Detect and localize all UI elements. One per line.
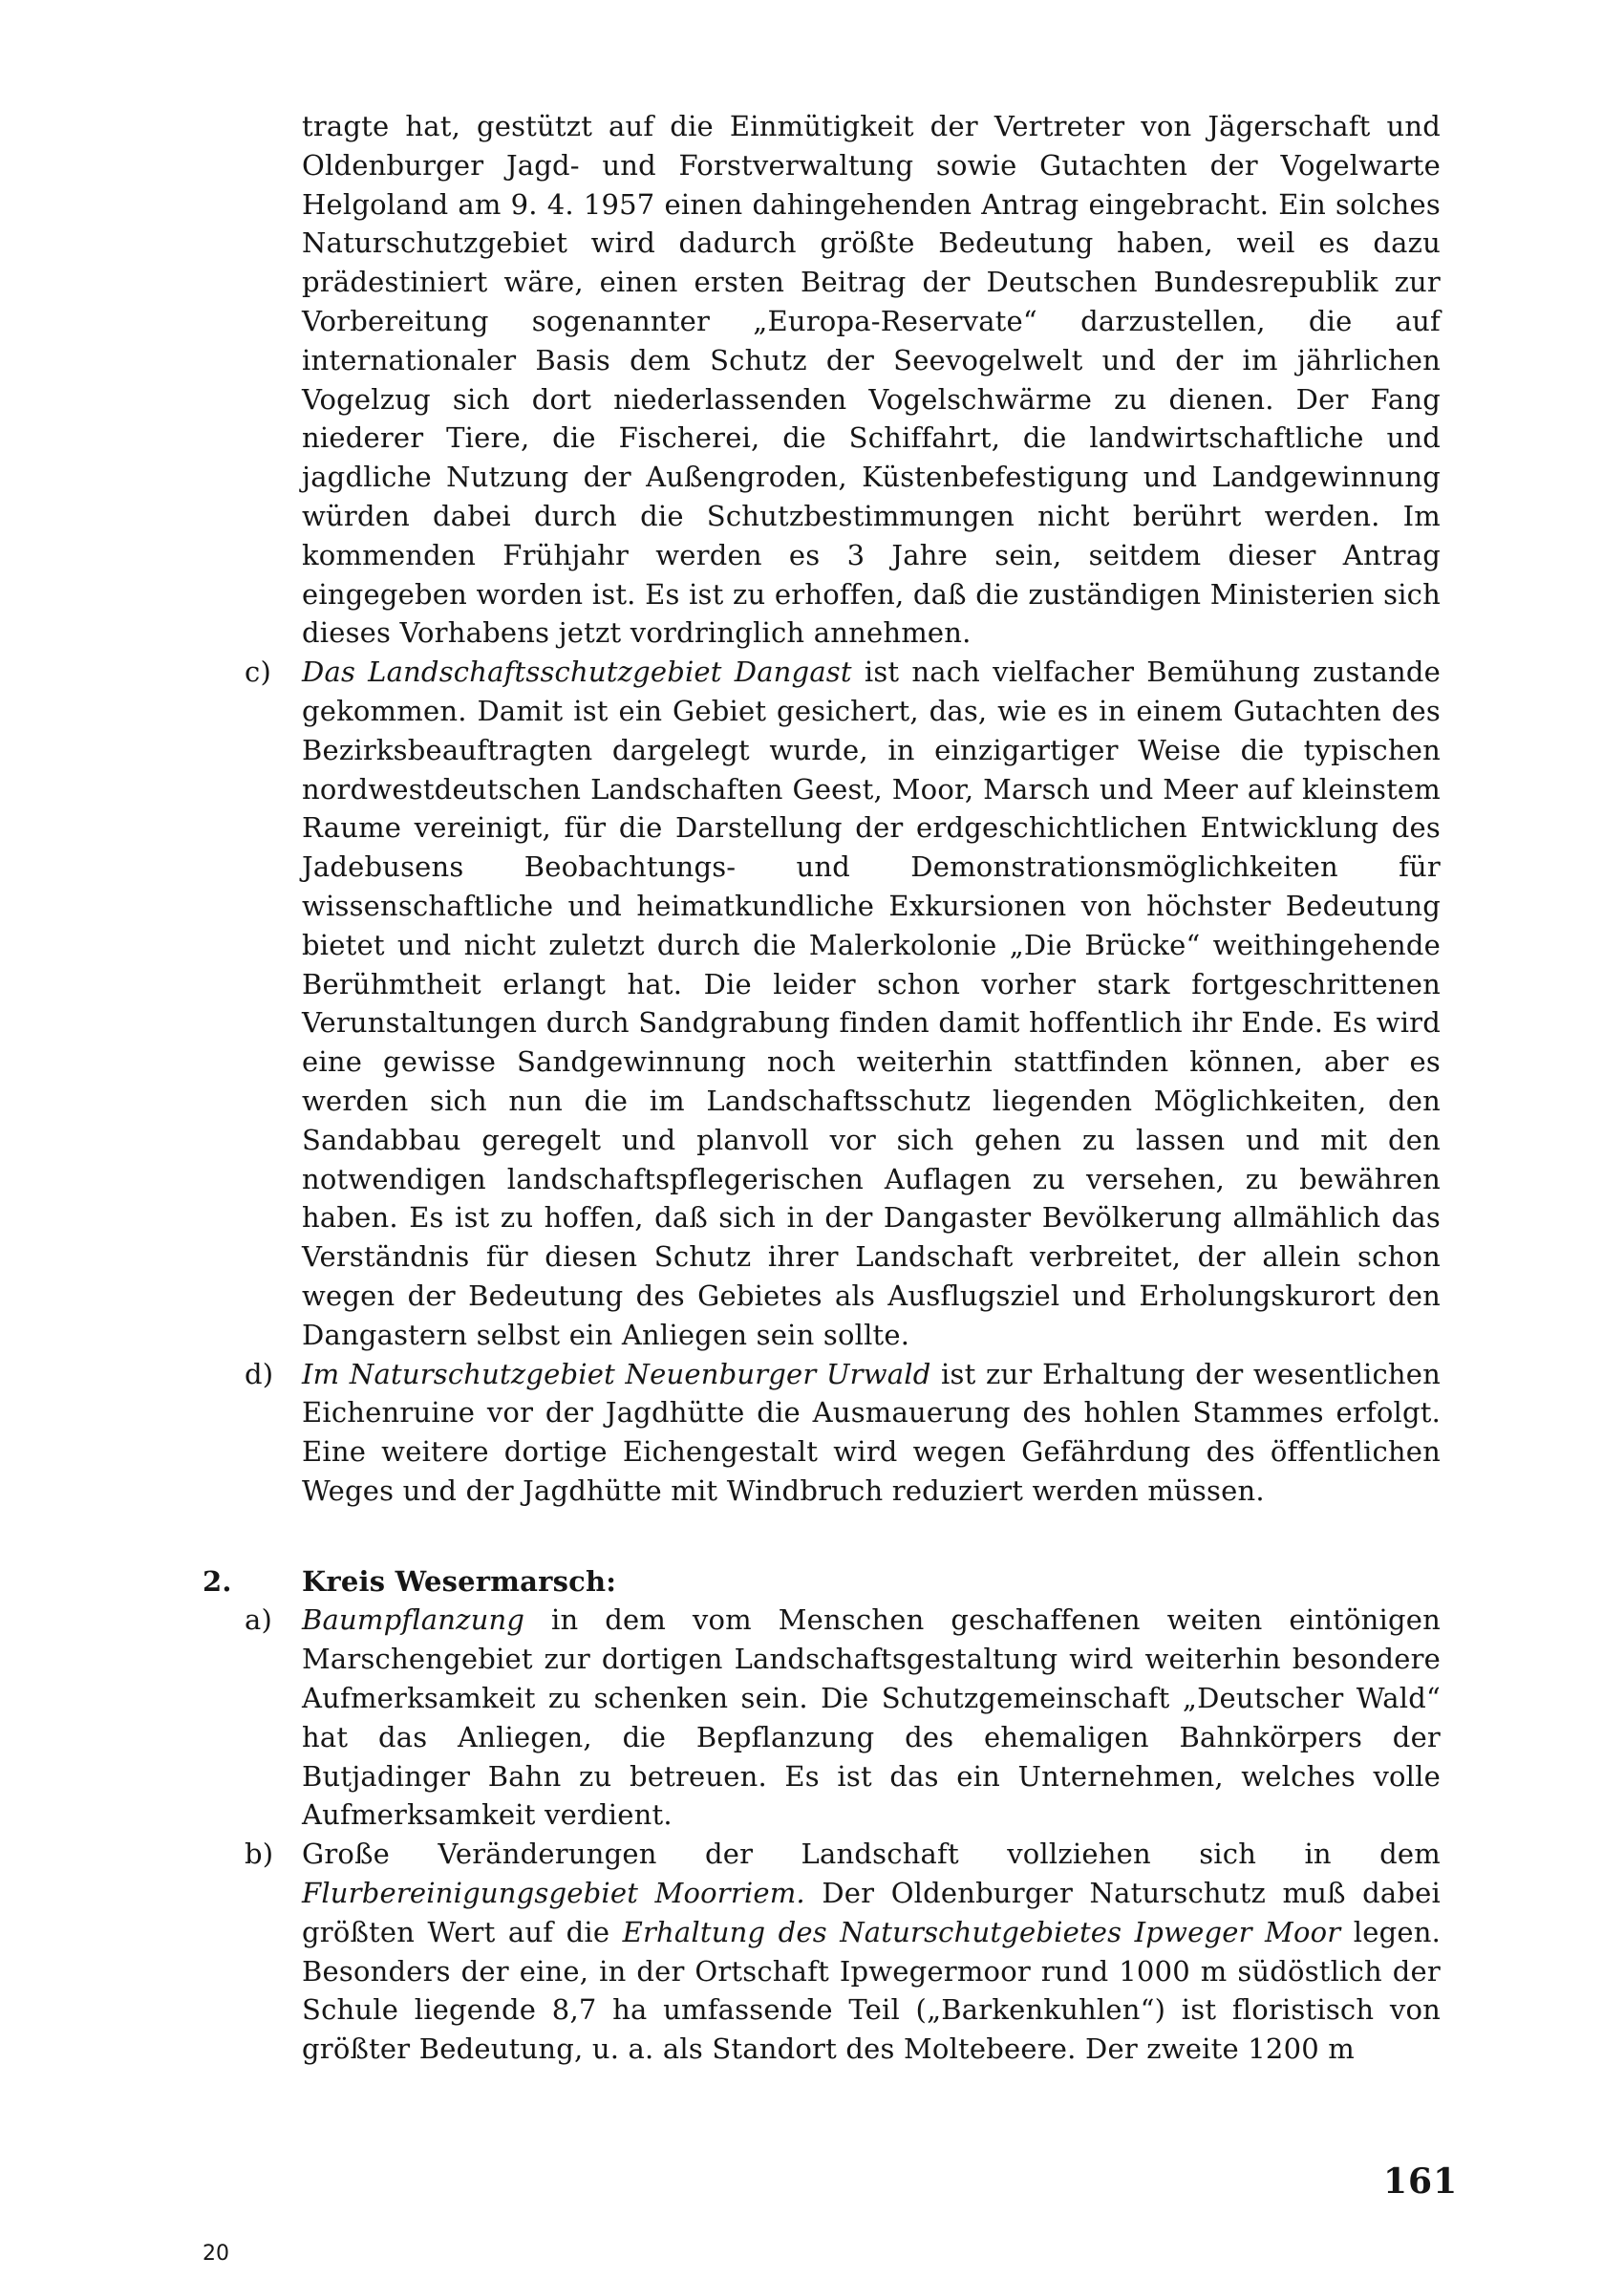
item-b-text-3: legen. Besonders der eine, in der Ortschaft Ipwegermoor rund 1000 m südöstlich der Schule liegende 8,7 ha umfassende Teil („Barkenkuhlen“) ist floristisch von größter Bedeutung, u. a. als Standort des Moltebeere. Der zweite 1200 m: [302, 1915, 1441, 2066]
item-marker-b: b): [245, 1838, 274, 1871]
item-a-text: in dem vom Menschen geschaffenen weiten eintönigen Marschengebiet zur dortigen Landschaftsgestaltung wird weiterhin besondere Aufmerksamkeit zu schenken sein. Die Schutzgemeinschaft „Deutscher Wald“ hat das Anliegen, die Bepflanzung des ehemaligen Bahnkörpers der Butjadinger Bahn zu betreuen. Es ist das ein Unternehmen, welches volle Aufmerksamkeit verdient.: [302, 1603, 1441, 1832]
item-a-emphasis: Baumpflanzung: [302, 1603, 525, 1637]
item-d: [245, 1355, 1442, 1511]
page-body: [203, 107, 1442, 2069]
item-c-emphasis: Das Landschaftsschutzgebiet Dangast: [302, 656, 852, 689]
signature-mark: 20: [203, 2242, 229, 2266]
item-b: [245, 1835, 1441, 2069]
section-number: 2.: [203, 1564, 232, 1598]
section-heading: [203, 1562, 1441, 1602]
item-b-text-2: Der Oldenburger Naturschutz muß dabei größten Wert auf die: [302, 1877, 1441, 1948]
item-d-text: ist zur Erhaltung der wesentlichen Eichenruine vor der Jagdhütte die Ausmauerung des hohlen Stammes erfolgt. Eine weitere dortige Eichengestalt wird wegen Gefährdung des öffentlichen Weges und der Jagdhütte mit Windbruch reduziert werden müssen.: [302, 1357, 1442, 1507]
item-marker-c: c): [245, 656, 271, 689]
page-number: 161: [1383, 2161, 1459, 2202]
item-c-text: ist nach vielfacher Bemühung zustande gekommen. Damit ist ein Gebiet gesichert, das, wie es in einem Gutachten des Bezirksbeauftragten dargelegt wurde, in einzigartiger Weise die typischen nordwestdeutschen Landschaften Geest, Moor, Marsch und Meer auf kleinstem Raume vereinigt, für die Darstellung der erdgeschichtlichen Entwicklung des Jadebusens Beobachtungs- und Demonstrationsmöglichkeiten für wissenschaftliche und heimatkundliche Exkursionen von höchster Bedeutung bietet und nicht zuletzt durch die Malerkolonie „Die Brücke“ weithingehende Berühmtheit erlangt hat. Die leider schon vorher stark fortgeschrittenen Verunstaltungen durch Sandgrabung finden damit hoffentlich ihr Ende. Es wird eine gewisse Sandgewinnung noch weiterhin stattfinden können, aber es werden sich nun die im Landschaftsschutz liegenden Möglichkeiten, den Sandabbau geregelt und planvoll vor sich gehen zu lassen und mit den notwendigen landschaftspflegerischen Auflagen zu versehen, zu bewähren haben. Es ist zu hoffen, daß sich in der Dangaster Bevölkerung allmählich das Verständnis für diesen Schutz ihrer Landschaft verbreitet, der allein schon wegen der Bedeutung des Gebietes als Ausflugsziel und Erholungskurort den Dangastern selbst ein Anliegen sein sollte.: [302, 656, 1441, 1351]
item-marker-a: a): [245, 1603, 273, 1637]
continuation-paragraph: tragte hat, gestützt auf die Einmütigkeit der Vertreter von Jägerschaft und Oldenburger Jagd- und Forstverwaltung sowie Gutachten der Vogelwarte Helgoland am 9. 4. 1957 einen dahingehenden Antrag eingebracht. Ein solches Naturschutzgebiet wird dadurch größte Bedeutung haben, weil es dazu prädestiniert wäre, einen ersten Beitrag der Deutschen Bundesrepublik zur Vorbereitung sogenannter „Europa-Reservate“ darzustellen, die auf internationaler Basis dem Schutz der Seevogelwelt und der im jährlichen Vogelzug sich dort niederlassenden Vogelschwärme zu dienen. Der Fang niederer Tiere, die Fischerei, die Schiffahrt, die landwirtschaftliche und jagdliche Nutzung der Außengroden, Küstenbefestigung und Landgewinnung würden dabei durch die Schutzbestimmungen nicht berührt werden. Im kommenden Frühjahr werden es 3 Jahre sein, seitdem dieser Antrag eingegeben worden ist. Es ist zu erhoffen, daß die zuständigen Ministerien sich dieses Vorhabens jetzt vordringlich annehmen.: [302, 110, 1441, 650]
section-title: Kreis Wesermarsch:: [302, 1564, 617, 1598]
item-b-emphasis-1: Flurbereinigungsgebiet Moorriem.: [302, 1877, 805, 1910]
section-gap: [302, 1511, 1441, 1562]
item-b-emphasis-2: Erhaltung des Naturschutgebietes Ipweger Moor: [622, 1915, 1341, 1948]
item-a: [245, 1601, 1441, 1835]
item-c: [245, 653, 1441, 1354]
item-d-emphasis: Im Naturschutzgebiet Neuenburger Urwald: [302, 1357, 931, 1390]
item-marker-d: d): [245, 1357, 274, 1390]
item-b-text-1: Große Veränderungen der Landschaft vollziehen sich in dem: [302, 1838, 1441, 1871]
